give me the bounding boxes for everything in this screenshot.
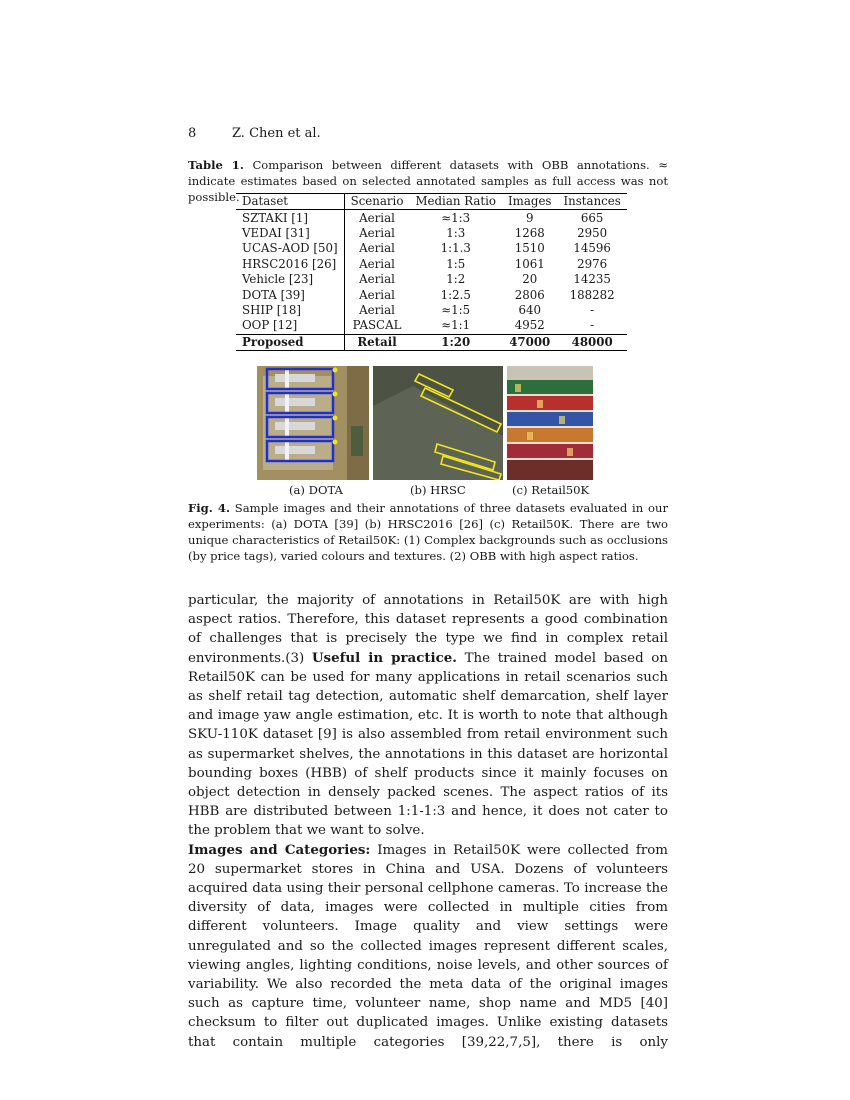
table-cell: VEDAI [31] (236, 226, 344, 241)
table-cell: Retail (357, 334, 397, 349)
table-row (236, 303, 627, 318)
table-cell: 9 (525, 210, 534, 225)
table-cell: - (590, 318, 595, 333)
table-cell: ≈1:1 (441, 318, 471, 333)
figure-caption-label: Fig. 4. (188, 501, 231, 515)
column-header: Instances (563, 194, 621, 209)
table-caption-label: Table 1. (188, 158, 244, 172)
table-cell: Aerial (359, 210, 395, 225)
table-cell: 47000 (509, 334, 551, 349)
table-cell: 48000 (571, 334, 613, 349)
table-row (236, 318, 627, 334)
table-cell: SHIP [18] (236, 303, 344, 318)
figure-caption-text: Sample images and their annotations of three datasets evaluated in our experiments: (a) DOTA [39] (b) HRSC2016 [26] (c) Retail50K. There are two unique characteristics of Retail50K: (1) Complex backgrounds such as occlusions (by price tags), varied colours and textures. (2) OBB with high aspect ratios. (188, 501, 668, 563)
table-cell: HRSC2016 [26] (236, 257, 344, 272)
table-cell: 1510 (514, 241, 545, 256)
hrsc-sample-image (373, 366, 503, 480)
paragraph-text: particular, the majority of annotations in Retail50K are with high aspect ratios. Therefore, this dataset represents a good combination of challenges that is precisely the type we find in complex retail environments.(3) (188, 593, 668, 666)
column-header: Images (508, 194, 552, 209)
table-cell: 14596 (573, 241, 611, 256)
paragraph-keyword: Useful in practice. (311, 649, 457, 666)
table-row (236, 257, 627, 272)
table-cell: Aerial (359, 302, 395, 317)
table-cell: ≈1:5 (441, 302, 471, 317)
table-cell: 14235 (573, 272, 611, 287)
running-header-authors: Z. Chen et al. (232, 126, 321, 141)
table-cell: SZTAKI [1] (236, 210, 344, 226)
table-cell: 1061 (514, 256, 545, 271)
table-cell: 1:5 (446, 256, 466, 271)
paragraph (188, 841, 668, 1052)
table-cell: 1:1.3 (440, 241, 471, 256)
table-cell: 1:3 (446, 225, 466, 240)
table-cell: Aerial (359, 287, 395, 302)
table-cell: 4952 (514, 318, 545, 333)
table-row-proposed (236, 334, 627, 350)
table-row (236, 226, 627, 241)
figure-caption (188, 500, 668, 564)
column-header: Scenario (350, 194, 404, 209)
subfigure-label-c: (c) Retail50K (512, 483, 590, 497)
subfigure-label-a: (a) DOTA (289, 483, 343, 497)
table-cell: Aerial (359, 256, 395, 271)
table-cell: UCAS-AOD [50] (236, 241, 344, 256)
table-row (236, 272, 627, 287)
table-cell: 665 (580, 210, 604, 225)
table-cell: 2950 (577, 225, 608, 240)
paragraph-text: The trained model based on Retail50K can be used for many applications in retail scenarios such as shelf retail tag detection, automatic shelf demarcation, shelf layer and image yaw angle estimation, etc. It is worth to note that although SKU-110K dataset [9] is also assembled from retail environment such as supermarket shelves, the annotations in this dataset are horizontal bounding boxes (HBB) of shelf products since it mainly focuses on object detection in densely packed scenes. The aspect ratios of its HBB are distributed between 1:1-1:3 and hence, it does not cater to the problem that we want to solve. (188, 650, 668, 839)
paragraph (188, 591, 668, 841)
table-cell: 2806 (514, 287, 545, 302)
body-text (188, 591, 668, 1052)
table-caption-text: Comparison between different datasets with OBB annotations. ≈ indicate estimates based on selected annotated samples as full access was not possible. (188, 158, 668, 204)
table-row (236, 287, 627, 302)
figure-images (257, 366, 597, 480)
retail50k-sample-image (507, 366, 593, 480)
comparison-table (236, 193, 627, 351)
paragraph-text: Images in Retail50K were collected from 20 supermarket stores in China and USA. Dozens of volunteers acquired data using their personal cellphone cameras. To increase the diversity of data, images were collected in multiple cities from different volunteers. Image quality and view settings were unregulated and so the collected images represent different scales, viewing angles, lighting conditions, noise levels, and other sources of variability. We also recorded the meta data of the original images such as capture time, volunteer name, shop name and MD5 [40] checksum to filter out duplicated images. Unlike existing datasets that contain multiple categories [39,22,7,5], there is only (188, 842, 668, 1050)
table-cell: PASCAL (352, 318, 402, 333)
table-cell: 1:2 (446, 272, 466, 287)
table-cell: 1:2.5 (440, 287, 471, 302)
column-header: Median Ratio (415, 194, 497, 209)
table-cell: 640 (518, 302, 542, 317)
column-header: Dataset (236, 194, 344, 210)
table-cell: Aerial (359, 272, 395, 287)
table-cell: Aerial (359, 241, 395, 256)
table-cell: 1:20 (441, 334, 471, 349)
table-cell: Vehicle [23] (236, 272, 344, 287)
table-cell: OOP [12] (236, 318, 344, 334)
subfigure-label-b: (b) HRSC (410, 483, 466, 497)
table-row (236, 210, 627, 226)
table-cell: - (590, 302, 595, 317)
table-cell: 188282 (569, 287, 615, 302)
table-cell: 1268 (514, 225, 545, 240)
table-row (236, 241, 627, 256)
table-cell: 20 (522, 272, 538, 287)
table-cell: Aerial (359, 225, 395, 240)
paragraph-keyword: Images and Categories: (188, 841, 371, 858)
table-cell: Proposed (236, 334, 344, 350)
table-cell: 2976 (577, 256, 608, 271)
table-cell: ≈1:3 (441, 210, 471, 225)
table-header-row (236, 194, 627, 210)
running-header (188, 126, 321, 141)
dota-sample-image (257, 366, 369, 480)
page-number: 8 (188, 126, 197, 141)
table-cell: DOTA [39] (236, 287, 344, 302)
